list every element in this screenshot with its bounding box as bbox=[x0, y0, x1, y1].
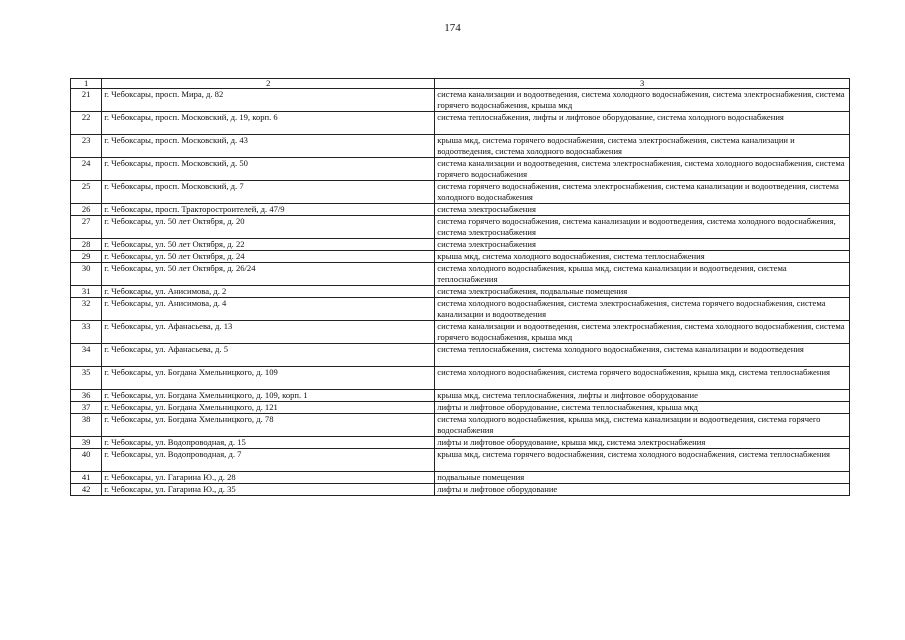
table-row bbox=[71, 437, 850, 449]
row-number: 22 bbox=[71, 112, 102, 135]
row-address: г. Чебоксары, ул. 50 лет Октября, д. 22 bbox=[102, 239, 435, 251]
row-systems: система холодного водоснабжения, система электроснабжения, система горячего водоснабжения, система канализации и водоотведения bbox=[435, 298, 850, 321]
row-systems: система электроснабжения, подвальные помещения bbox=[435, 286, 850, 298]
registry-table bbox=[70, 78, 850, 496]
row-systems: система горячего водоснабжения, система электроснабжения, система канализации и водоотведения, система холодного водоснабжения bbox=[435, 181, 850, 204]
row-systems: система канализации и водоотведения, система электроснабжения, система холодного водоснабжения, система горячего водоснабжения, крыша мкд bbox=[435, 321, 850, 344]
row-address: г. Чебоксары, ул. Анисимова, д. 2 bbox=[102, 286, 435, 298]
row-address: г. Чебоксары, просп. Московский, д. 7 bbox=[102, 181, 435, 204]
row-systems: система канализации и водоотведения, система холодного водоснабжения, система электроснабжения, система горячего водоснабжения, крыша мкд bbox=[435, 89, 850, 112]
row-systems: лифты и лифтовое оборудование, система теплоснабжения, крыша мкд bbox=[435, 402, 850, 414]
row-address: г. Чебоксары, просп. Московский, д. 50 bbox=[102, 158, 435, 181]
row-address: г. Чебоксары, ул. Афанасьева, д. 13 bbox=[102, 321, 435, 344]
page-number: 174 bbox=[444, 22, 461, 34]
row-address: г. Чебоксары, ул. Водопроводная, д. 7 bbox=[102, 449, 435, 472]
table-row bbox=[71, 158, 850, 181]
row-address: г. Чебоксары, ул. Водопроводная, д. 15 bbox=[102, 437, 435, 449]
header-col-2: 2 bbox=[102, 79, 435, 89]
row-address: г. Чебоксары, ул. 50 лет Октября, д. 26/24 bbox=[102, 263, 435, 286]
row-systems: лифты и лифтовое оборудование bbox=[435, 484, 850, 496]
table-row bbox=[71, 344, 850, 367]
row-address: г. Чебоксары, ул. Богдана Хмельницкого, д. 109 bbox=[102, 367, 435, 390]
row-address: г. Чебоксары, ул. Афанасьева, д. 5 bbox=[102, 344, 435, 367]
table-row bbox=[71, 472, 850, 484]
row-address: г. Чебоксары, ул. Анисимова, д. 4 bbox=[102, 298, 435, 321]
row-address: г. Чебоксары, ул. Гагарина Ю., д. 28 bbox=[102, 472, 435, 484]
row-systems: система холодного водоснабжения, система горячего водоснабжения, крыша мкд, система теплоснабжения bbox=[435, 367, 850, 390]
row-systems: подвальные помещения bbox=[435, 472, 850, 484]
row-systems: система горячего водоснабжения, система канализации и водоотведения, система холодного водоснабжения, система электроснабжения bbox=[435, 216, 850, 239]
row-systems: система холодного водоснабжения, крыша мкд, система канализации и водоотведения, система горячего водоснабжения bbox=[435, 414, 850, 437]
table-row bbox=[71, 89, 850, 112]
row-number: 29 bbox=[71, 251, 102, 263]
table-row bbox=[71, 321, 850, 344]
row-number: 23 bbox=[71, 135, 102, 158]
row-number: 37 bbox=[71, 402, 102, 414]
table-row bbox=[71, 286, 850, 298]
row-address: г. Чебоксары, ул. 50 лет Октября, д. 20 bbox=[102, 216, 435, 239]
row-address: г. Чебоксары, просп. Тракторостроителей, д. 47/9 bbox=[102, 204, 435, 216]
row-systems: система холодного водоснабжения, крыша мкд, система канализации и водоотведения, система теплоснабжения bbox=[435, 263, 850, 286]
row-address: г. Чебоксары, просп. Московский, д. 43 bbox=[102, 135, 435, 158]
table-row bbox=[71, 402, 850, 414]
table-row bbox=[71, 390, 850, 402]
table-row bbox=[71, 135, 850, 158]
row-number: 41 bbox=[71, 472, 102, 484]
row-systems: лифты и лифтовое оборудование, крыша мкд, система электроснабжения bbox=[435, 437, 850, 449]
table-row bbox=[71, 204, 850, 216]
table-row bbox=[71, 112, 850, 135]
row-address: г. Чебоксары, ул. 50 лет Октября, д. 24 bbox=[102, 251, 435, 263]
table-row bbox=[71, 367, 850, 390]
row-systems: крыша мкд, система холодного водоснабжения, система теплоснабжения bbox=[435, 251, 850, 263]
table-row bbox=[71, 298, 850, 321]
table-row bbox=[71, 414, 850, 437]
row-address: г. Чебоксары, ул. Богдана Хмельницкого, д. 121 bbox=[102, 402, 435, 414]
row-systems: крыша мкд, система теплоснабжения, лифты и лифтовое оборудование bbox=[435, 390, 850, 402]
row-number: 30 bbox=[71, 263, 102, 286]
row-number: 27 bbox=[71, 216, 102, 239]
table-row bbox=[71, 216, 850, 239]
table-header-row bbox=[71, 79, 850, 89]
row-systems: система электроснабжения bbox=[435, 204, 850, 216]
row-systems: система электроснабжения bbox=[435, 239, 850, 251]
row-number: 35 bbox=[71, 367, 102, 390]
row-address: г. Чебоксары, просп. Московский, д. 19, корп. 6 bbox=[102, 112, 435, 135]
row-number: 24 bbox=[71, 158, 102, 181]
row-number: 40 bbox=[71, 449, 102, 472]
row-address: г. Чебоксары, ул. Гагарина Ю., д. 35 bbox=[102, 484, 435, 496]
row-number: 26 bbox=[71, 204, 102, 216]
table-row bbox=[71, 181, 850, 204]
row-number: 34 bbox=[71, 344, 102, 367]
row-systems: крыша мкд, система горячего водоснабжения, система холодного водоснабжения, система теплоснабжения bbox=[435, 449, 850, 472]
row-systems: система теплоснабжения, лифты и лифтовое оборудование, система холодного водоснабжения bbox=[435, 112, 850, 135]
header-col-3: 3 bbox=[435, 79, 850, 89]
row-address: г. Чебоксары, ул. Богдана Хмельницкого, д. 109, корп. 1 bbox=[102, 390, 435, 402]
row-number: 32 bbox=[71, 298, 102, 321]
row-number: 33 bbox=[71, 321, 102, 344]
table-row bbox=[71, 251, 850, 263]
table-row bbox=[71, 484, 850, 496]
row-number: 38 bbox=[71, 414, 102, 437]
row-number: 25 bbox=[71, 181, 102, 204]
row-number: 28 bbox=[71, 239, 102, 251]
header-col-1: 1 bbox=[71, 79, 102, 89]
row-number: 31 bbox=[71, 286, 102, 298]
table-row bbox=[71, 239, 850, 251]
row-number: 21 bbox=[71, 89, 102, 112]
row-systems: система канализации и водоотведения, система электроснабжения, система холодного водоснабжения, система горячего водоснабжения bbox=[435, 158, 850, 181]
row-number: 42 bbox=[71, 484, 102, 496]
row-systems: крыша мкд, система горячего водоснабжения, система электроснабжения, система канализации и водоотведения, система холодного водоснабжения bbox=[435, 135, 850, 158]
row-systems: система теплоснабжения, система холодного водоснабжения, система канализации и водоотведения bbox=[435, 344, 850, 367]
row-number: 36 bbox=[71, 390, 102, 402]
row-number: 39 bbox=[71, 437, 102, 449]
table-row bbox=[71, 263, 850, 286]
row-address: г. Чебоксары, просп. Мира, д. 82 bbox=[102, 89, 435, 112]
row-address: г. Чебоксары, ул. Богдана Хмельницкого, д. 78 bbox=[102, 414, 435, 437]
table-row bbox=[71, 449, 850, 472]
